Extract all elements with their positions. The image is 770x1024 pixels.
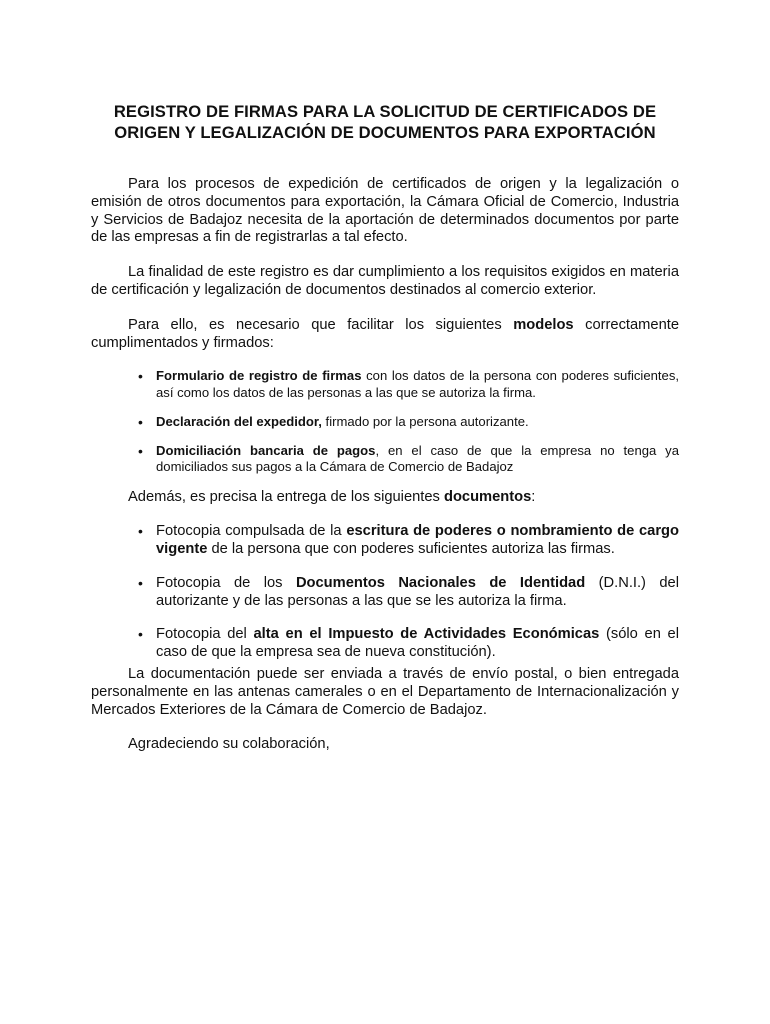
purpose-paragraph: La finalidad de este registro es dar cumplimiento a los requisitos exigidos en materia de certificación y legalización de documentos destinados al comercio exterior.: [91, 264, 679, 298]
list-item: • Fotocopia compulsada de la escritura de poderes o nombramiento de cargo vigente de la persona que con poderes suficientes autoriza las firmas.: [138, 523, 680, 557]
bullet-icon: •: [138, 368, 143, 385]
models-intro-paragraph: Para ello, es necesario que facilitar los siguientes modelos correctamente cumplimentados y firmados:: [91, 316, 679, 351]
documents-list: [91, 523, 679, 662]
document-title: REGISTRO DE FIRMAS PARA LA SOLICITUD DE CERTIFICADOS DE ORIGEN Y LEGALIZACIÓN DE DOCUMENTOS PARA EXPORTACIÓN: [113, 102, 657, 142]
bullet-icon: •: [138, 626, 143, 643]
bullet-icon: •: [138, 574, 143, 591]
intro-paragraph: Para los procesos de expedición de certificados de origen y la legalización o emisión de otros documentos para exportación, la Cámara Oficial de Comercio, Industria y Servicios de Badajoz necesita de la aportación de determinados documentos por parte de las empresas a fin de registrarlas a tal efecto.: [91, 176, 679, 246]
list-item: • Fotocopia del alta en el Impuesto de Actividades Económicas (sólo en el caso de que la empresa sea de nueva constitución).: [138, 626, 679, 661]
bullet-icon: •: [138, 523, 143, 540]
list-item: • Formulario de registro de firmas con los datos de la persona con poderes suficientes, así como los datos de las personas a las que se autoriza la firma.: [138, 368, 680, 400]
list-item: • Declaración del expedidor, firmado por la persona autorizante.: [138, 413, 529, 430]
list-item: • Fotocopia de los Documentos Nacionales de Identidad (D.N.I.) del autorizante y de las personas a las que se les autoriza la firma.: [138, 574, 679, 609]
bullet-icon: •: [138, 442, 143, 459]
list-item: • Domiciliación bancaria de pagos, en el caso de que la empresa no tenga ya domiciliados sus pagos a la Cámara de Comercio de Badajoz: [138, 442, 679, 475]
closing-line: Agradeciendo su colaboración,: [128, 736, 330, 753]
models-list: [91, 368, 679, 475]
documents-intro-paragraph: Además, es precisa la entrega de los siguientes documentos:: [128, 489, 536, 506]
delivery-paragraph: La documentación puede ser enviada a través de envío postal, o bien entregada personalmente en las antenas camerales o en el Departamento de Internacionalización y Mercados Exteriores de la Cámara de Comercio de Badajoz.: [91, 665, 679, 718]
bullet-icon: •: [138, 413, 143, 430]
